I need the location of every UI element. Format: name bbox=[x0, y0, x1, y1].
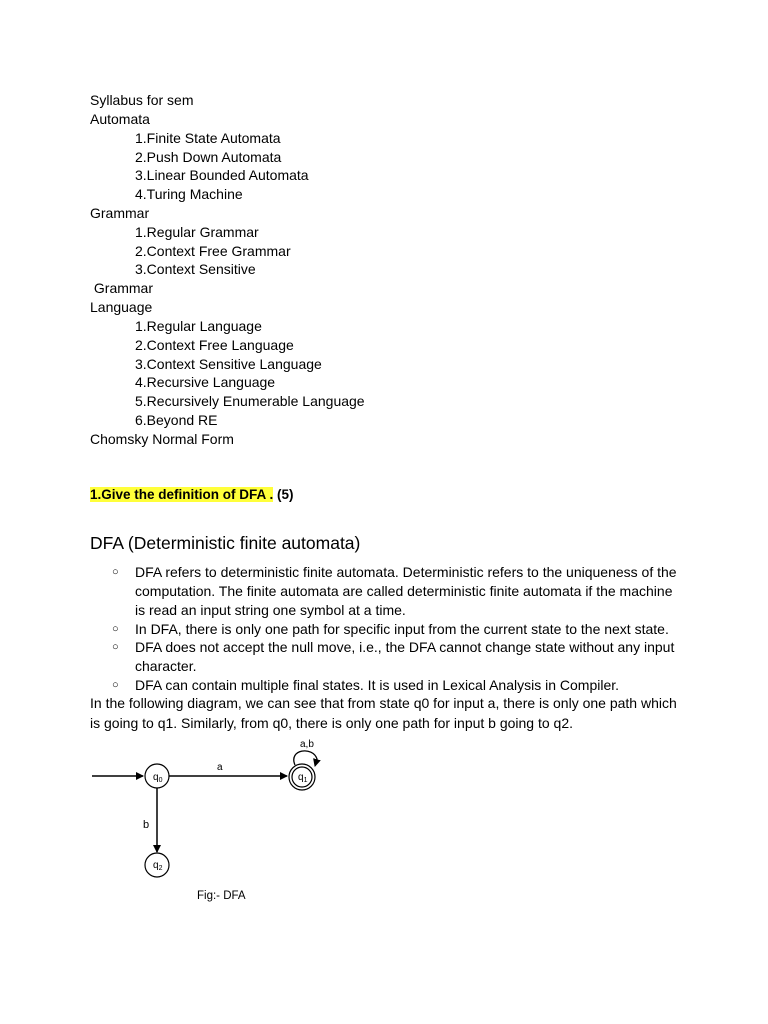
bullet-text: In DFA, there is only one path for specific input from the current state to the next state. bbox=[135, 621, 669, 637]
grammar-item: 2.Context Free Grammar bbox=[135, 243, 291, 259]
syllabus-title: Syllabus for sem bbox=[90, 92, 194, 108]
language-item: 3.Context Sensitive Language bbox=[135, 356, 322, 372]
question-text: 1.Give the definition of DFA . bbox=[90, 487, 274, 502]
bullet-text: DFA does not accept the null move, i.e., the DFA cannot change state without any input character. bbox=[135, 639, 675, 674]
language-heading: Language bbox=[90, 299, 153, 315]
question bbox=[90, 487, 294, 502]
language-item: 2.Context Free Language bbox=[135, 337, 294, 353]
bullet-text: DFA refers to deterministic finite automata. Deterministic refers to the uniqueness of the computation. The finite automata are called deterministic finite automata if the machine is read an input string one symbol at a time. bbox=[135, 564, 677, 618]
state-q2-label: $q_2$ bbox=[153, 860, 163, 872]
language-item: 4.Recursive Language bbox=[135, 374, 276, 390]
state-q1-label: $q_1$ bbox=[298, 772, 308, 784]
figure-caption: Fig:- DFA bbox=[197, 890, 246, 902]
automata-item: 3.Linear Bounded Automata bbox=[135, 167, 309, 183]
language-item: 5.Recursively Enumerable Language bbox=[135, 393, 365, 409]
edge-label-ab: a,b bbox=[300, 739, 314, 750]
dfa-paragraph: In the following diagram, we can see that from state q0 for input a, there is only one path which is going to q1. Similarly, from q0, there is only one path for input b going to q2. bbox=[90, 695, 677, 731]
dfa-heading: DFA (Deterministic finite automata) bbox=[90, 533, 361, 553]
grammar-item: 1.Regular Grammar bbox=[135, 224, 259, 240]
self-loop-q1 bbox=[294, 751, 317, 766]
automata-item: 2.Push Down Automata bbox=[135, 149, 282, 165]
bullet-icon: ○ bbox=[112, 566, 119, 578]
dfa-diagram bbox=[85, 735, 345, 885]
grammar-wrapped-line: Grammar bbox=[90, 280, 153, 296]
grammar-heading: Grammar bbox=[90, 205, 150, 221]
edge-label-b: b bbox=[143, 819, 150, 831]
bullet-text: DFA can contain multiple final states. It is used in Lexical Analysis in Compiler. bbox=[135, 677, 620, 693]
bullet-icon: ○ bbox=[112, 623, 119, 635]
question-marks: (5) bbox=[273, 487, 294, 502]
cnf-line: Chomsky Normal Form bbox=[90, 431, 234, 447]
edge-label-a: a bbox=[217, 762, 223, 773]
automata-heading: Automata bbox=[90, 111, 150, 127]
automata-item: 4.Turing Machine bbox=[135, 186, 243, 202]
grammar-item: 3.Context Sensitive bbox=[135, 261, 256, 277]
automata-item: 1.Finite State Automata bbox=[135, 130, 281, 146]
language-item: 6.Beyond RE bbox=[135, 412, 218, 428]
language-item: 1.Regular Language bbox=[135, 318, 262, 334]
state-q0-label: $q_0$ bbox=[153, 772, 163, 784]
bullet-icon: ○ bbox=[112, 679, 119, 691]
bullet-icon: ○ bbox=[112, 641, 119, 653]
